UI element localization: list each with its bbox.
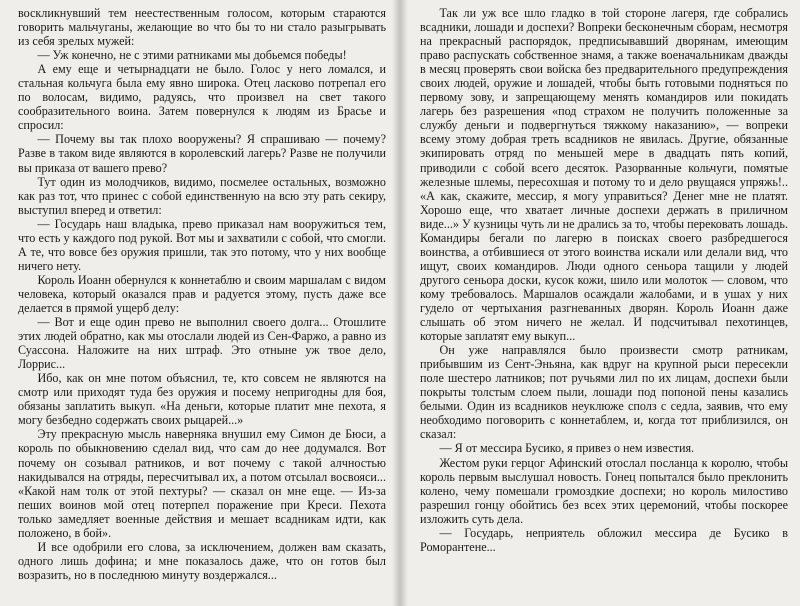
paragraph: Он уже направлялся было произвести смотр ратникам, прибывшим из Сент-Эньяна, как вдруг на крупной рыси пересекли поле шестеро латников; пот ручьями лил по их лицам, доспехи были покрыты толстым слоем пыли, лошади под попоной пены казались белыми. Один из всадников неуклюже сполз с седла, заявив, что ему необходимо поговорить с коннетаблем, и, когда тот приблизился, он сказал:: [420, 343, 788, 442]
paragraph: воскликнувший тем неестественным голосом, которым стараются говорить мальчуганы, желающие во что бы то ни стало разыгрывать из себя зрелых мужей:: [18, 6, 386, 49]
paragraph: — Уж конечно, не с этими ратниками мы добьемся победы!: [37, 48, 347, 63]
paragraph: Так ли уж все шло гладко в той стороне лагеря, где собрались всадники, лошади и доспехи? Вопреки бесконечным сборам, несмотря на прекрасный распорядок, предписывавший дворянам, имеющим право распускать собственное знамя, а также военачальникам дважды в месяц проверять свои войска без предварительного предупреждения своих людей, оружие и лошадей, чтобы быть готовыми подняться по первому зову, и запрещающему менять командиров или покидать лагерь без разрешения «под страхом не получить положенные за службу деньги и подвергнуться тяжкому наказанию», — вопреки всему этому добрая треть всадников не явилась. Другие, обязанные экипировать отряд по меньшей мере в двадцать пять копий, приводили с собой всего десяток. Разорванные кольчуги, помятые железные шлемы, пересохшая и потому то и дело рвущаяся упряжь!.. «А как, скажите, мессир, я могу управиться? Денег мне не платят. Хорошо еще, что хватает личные доспехи держать в приличном виде...» У кузницы чуть ли не дрались за то, чтобы перековать лошадь. Командиры бегали по лагерю в поисках своего разбредшегося воинства, а отбившиеся от этого воинства искали или делали вид, что ищут, своих командиров. Люди одного сеньора тащили у людей другого сеньора доски, кусок кожи, шило или молоток — словом, что кому требовалось. Маршалов осаждали жалобами, и в ушах у них гудело от чертыхания разгневанных дворян. Король Иоанн даже слышать об этом ничего не желал. И подсчитывал пехотинцев, которые заплатят ему выкуп...: [420, 6, 788, 344]
paragraph: — Я от мессира Бусико, я привез о нем известия.: [439, 441, 695, 456]
right-page: [400, 0, 800, 606]
paragraph: Ибо, как он мне потом объяснил, те, кто совсем не являются на смотр или приходят туда без оружия и посему непригодны для боя, обязаны заплатить выкуп. «На деньги, которые платит мне пехота, я могу безбедно содержать своих рыцарей...»: [18, 371, 386, 428]
right-page-text: [420, 6, 788, 554]
paragraph: — Государь наш владыка, прево приказал нам вооружиться тем, что есть у каждого под рукой. Вот мы и захватили с собой, что смогли. А те, что вовсе без оружия пришли, так это потому, что у них вообще ничего нету.: [18, 216, 386, 273]
paragraph: Жестом руки герцог Афинский отослал посланца к королю, чтобы король первым выслушал новость. Гонец попытался было преклонить колено, чему помешали громоздкие доспехи; но король милостиво разрешил гонцу обойтись без всех этих церемоний, чтобы поскорее изложить суть дела.: [420, 455, 788, 526]
paragraph: — Вот и еще один прево не выполнил своего долга... Отошлите этих людей обратно, как мы отослали людей из Сен-Фаржо, а равно из Суассона. Наложите на них штраф. Это отныне уж твое дело, Лоррис...: [18, 315, 386, 372]
paragraph: — Государь, неприятель обложил мессира де Бусико в Роморантене...: [420, 525, 788, 554]
paragraph: Тут один из молодчиков, видимо, посмелее остальных, возможно как раз тот, что принес с собой единственную на всю эту рать секиру, выступил вперед и ответил:: [18, 174, 386, 217]
paragraph: Эту прекрасную мысль наверняка внушил ему Симон де Бюси, а король по обыкновению сделал вид, что сам до нее додумался. Вот почему он созывал ратников, и вот почему с такой алчностью накидывался на отряды, пересчитывал их, а потом отсылал восвояси... «Какой нам толк от этой пехтуры? — сказал он мне еще. — Из-за пеших воинов мой отец потерпел поражение при Креси. Пехота только замедляет военные действия и мешает всадникам идти, как положено, в бой».: [18, 427, 386, 540]
paragraph: Король Иоанн обернулся к коннетаблю и своим маршалам с видом человека, который оказался прав и радуется этому, пусть даже все делается в прямой ущерб делу:: [18, 272, 386, 315]
paragraph: — Почему вы так плохо вооружены? Я спрашиваю — почему? Разве в таком виде являются в королевский лагерь? Разве не получили вы приказа от вашего прево?: [18, 132, 386, 175]
left-page-text: [18, 6, 386, 582]
paragraph: И все одобрили его слова, за исключением, должен вам сказать, одного лишь дофина; и мне показалось даже, что он готов был возразить, но в последнюю минуту воздержался...: [18, 539, 386, 582]
paragraph: А ему еще и четырнадцати не было. Голос у него ломался, и стальная кольчуга была ему явно широка. Отец ласково потрепал его по волосам, видимо, радуясь, что произвел на свет такого сообразительного воина. Затем повернулся к людям из Брасье и спросил:: [18, 62, 386, 133]
